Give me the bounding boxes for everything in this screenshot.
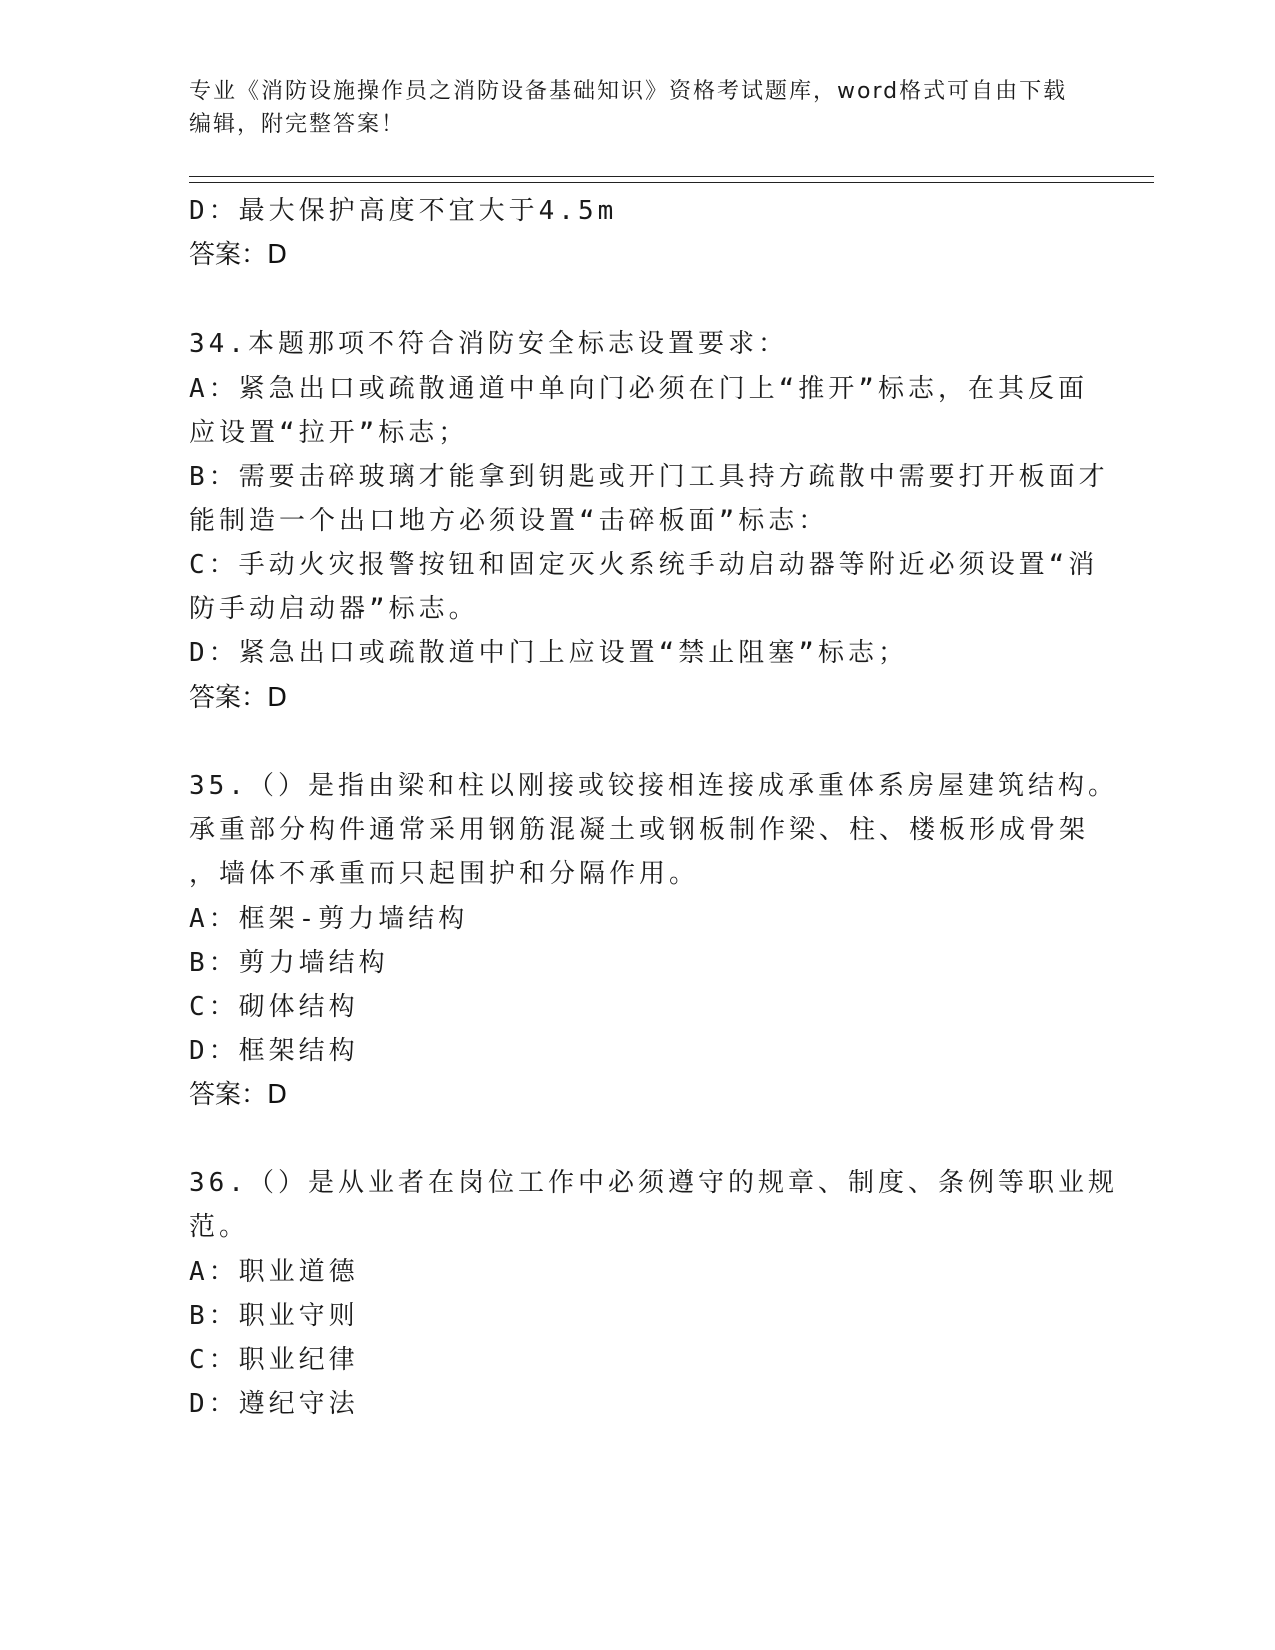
q35-option-c: C：砌体结构: [189, 992, 359, 1022]
q34-option-a-line1: A：紧急出口或疏散通道中单向门必须在门上“推开”标志，在其反面: [189, 374, 1088, 404]
q34-option-c-line2: 防手动启动器”标志。: [189, 594, 479, 624]
document-header: 专业《消防设施操作员之消防设备基础知识》资格考试题库，word格式可自由下载编辑，附完整答案！: [189, 79, 1068, 137]
q36-option-a: A：职业道德: [189, 1257, 359, 1287]
q36-stem-line1: 36.（）是从业者在岗位工作中必须遵守的规章、制度、条例等职业规: [189, 1168, 1118, 1198]
q36-option-d: D：遵纪守法: [189, 1389, 359, 1419]
q35-stem-line3: ，墙体不承重而只起围护和分隔作用。: [189, 859, 700, 889]
q33-answer: 答案：D: [189, 240, 288, 270]
q35-option-d: D：框架结构: [189, 1036, 359, 1066]
q35-option-a: A：框架-剪力墙结构: [189, 904, 469, 934]
q34-option-c-line1: C：手动火灾报警按钮和固定灭火系统手动启动器等附近必须设置“消: [189, 550, 1099, 580]
q34-option-a-line2: 应设置“拉开”标志；: [189, 418, 469, 448]
q34-answer: 答案：D: [189, 683, 288, 713]
header-rule-top: [189, 176, 1154, 177]
q36-option-b: B：职业守则: [189, 1301, 359, 1331]
q34-stem: 34.本题那项不符合消防安全标志设置要求：: [189, 329, 788, 359]
q36-option-c: C：职业纪律: [189, 1345, 359, 1375]
q36-stem-line2: 范。: [189, 1212, 250, 1242]
q35-stem-line1: 35.（）是指由梁和柱以刚接或铰接相连接成承重体系房屋建筑结构。: [189, 771, 1118, 801]
q33-option-d: D：最大保护高度不宜大于4.5m: [189, 196, 618, 226]
q34-option-b-line2: 能制造一个出口地方必须设置“击碎板面”标志：: [189, 506, 829, 536]
q34-option-b-line1: B：需要击碎玻璃才能拿到钥匙或开门工具持方疏散中需要打开板面才: [189, 462, 1109, 492]
q35-answer: 答案：D: [189, 1080, 288, 1110]
q34-option-d: D：紧急出口或疏散道中门上应设置“禁止阻塞”标志；: [189, 638, 908, 668]
header-rule-bottom: [189, 182, 1154, 183]
q35-stem-line2: 承重部分构件通常采用钢筋混凝土或钢板制作梁、柱、楼板形成骨架: [189, 815, 1090, 845]
q35-option-b: B：剪力墙结构: [189, 948, 389, 978]
